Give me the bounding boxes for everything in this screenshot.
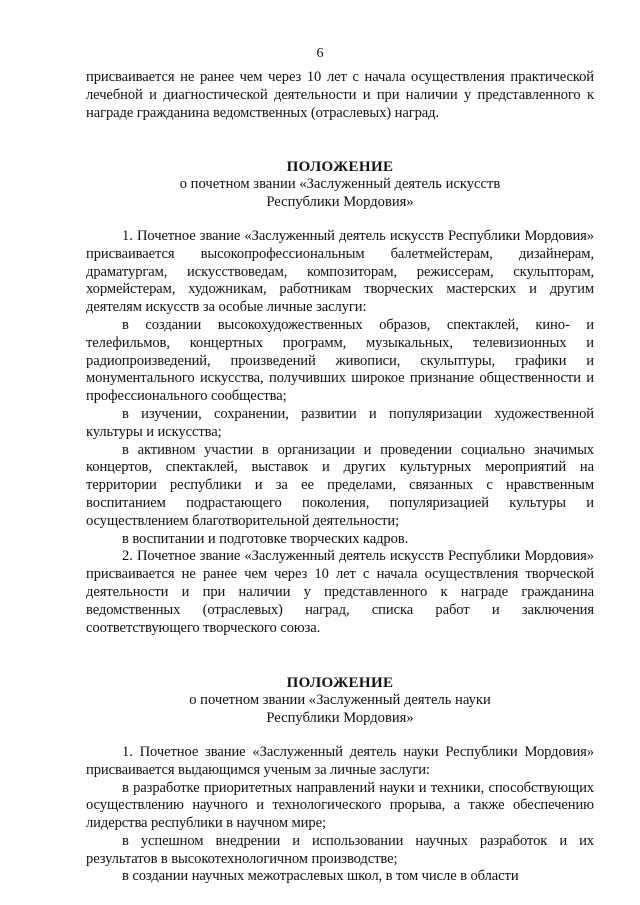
section-subtitle-line1: о почетном звании «Заслуженный деятель науки xyxy=(189,692,491,709)
page-number: 6 xyxy=(316,46,324,61)
paragraph: в успешном внедрении и использовании научных разработок и их результатов в высокотехнологичном производстве; xyxy=(86,832,594,867)
paragraph: в создании научных межотраслевых школ, в том числе в области xyxy=(122,868,519,885)
paragraph: в активном участии в организации и проведении социально значимых концертов, спектаклей, выставок и других культурных мероприятий на территории республики и за ее пределами, связанных с нравственным воспитанием подрастающего поколения, популяризацией культуры и осуществлением благотворительной деятельности; xyxy=(86,441,594,529)
paragraph: 1. Почетное звание «Заслуженный деятель науки Республики Мордовия» присваивается выдающимся ученым за личные заслуги: xyxy=(86,743,594,778)
paragraph: 2. Почетное звание «Заслуженный деятель искусств Республики Мордовия» присваивается не ранее чем через 10 лет с начала осуществления творческой деятельности и при наличии у представленного к награде гражданина ведомственных (отраслевых) наград, списка работ и заключения соответствующего творческого союза. xyxy=(86,548,594,636)
paragraph: в изучении, сохранении, развитии и популяризации художественной культуры и искусства; xyxy=(86,405,594,440)
paragraph: в разработке приоритетных направлений науки и техники, способствующих осуществлению научного и технологического прорыва, а также обеспечению лидерства республики в научном мире; xyxy=(86,779,594,832)
section-subtitle-line2: Республики Мордовия» xyxy=(266,710,414,727)
section-title: ПОЛОЖЕНИЕ xyxy=(286,159,394,176)
section-subtitle-line2: Республики Мордовия» xyxy=(266,194,414,211)
section-heading-arts xyxy=(86,158,594,212)
paragraph: 1. Почетное звание «Заслуженный деятель искусств Республики Мордовия» присваивается высокопрофессиональным балетмейстерам, дизайнерам, драматургам, искусствоведам, композиторам, режиссерам, скульпторам, хормейстерам, художникам, работникам творческих мастерских и другим деятелям искусств за особые личные заслуги: xyxy=(86,227,594,316)
document-body xyxy=(86,69,594,886)
intro-paragraph: присваивается не ранее чем через 10 лет с начала осуществления практической лечебной и диагностической деятельности и при наличии у представленного к награде гражданина ведомственных (отраслевых) наград. xyxy=(86,69,594,121)
section-subtitle-line1: о почетном звании «Заслуженный деятель искусств xyxy=(179,176,501,193)
section-heading-science xyxy=(86,674,594,728)
paragraph: в воспитании и подготовке творческих кадров. xyxy=(122,530,409,547)
section-title: ПОЛОЖЕНИЕ xyxy=(286,675,394,692)
paragraph: в создании высокохудожественных образов, спектаклей, кино- и телефильмов, концертных программ, музыкальных, телевизионных и радиопроизведений, произведений живописи, скульптуры, графики и монументального искусства, получивших широкое признание общественности и профессионального сообщества; xyxy=(86,316,594,405)
